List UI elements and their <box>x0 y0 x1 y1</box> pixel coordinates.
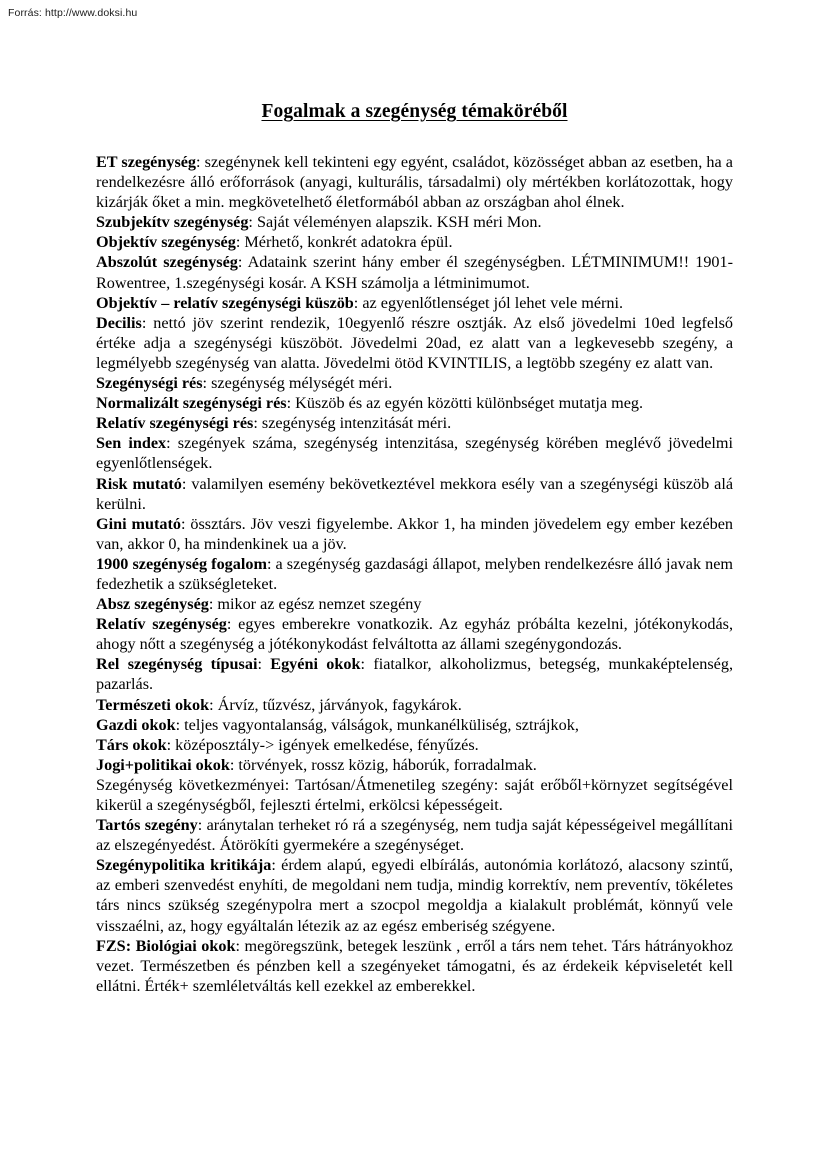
definition-entry <box>96 413 733 433</box>
definition-separator: : <box>141 313 154 332</box>
definition-separator: : <box>253 414 262 433</box>
definition-body: megöregszünk, betegek leszünk , erről a társ nem tehet. Társ hátrányokhoz vezet. Természetben és pénzben kell a szegényeket támogatni, és az érdekeik képviseletét kell ellátni. Érték+ szemléletváltás kell ezekkel az emberekkel. <box>96 936 733 995</box>
definition-list <box>96 152 733 996</box>
definition-term: Társ okok <box>96 735 167 754</box>
definition-term: Természeti okok <box>96 695 210 714</box>
definition-separator: : <box>175 715 185 734</box>
definition-separator: : <box>166 735 176 754</box>
definition-body: szegénység intenzitását méri. <box>261 414 452 433</box>
definition-body: az egyenlőtlenséget jól lehet vele mérni. <box>362 293 624 312</box>
definition-entry <box>96 775 733 815</box>
definition-entry <box>96 232 733 252</box>
definition-separator: : <box>180 514 191 533</box>
definition-term: Szubjekítv szegénység <box>96 213 249 232</box>
definition-body: össztárs. Jöv veszi figyelembe. Akkor 1, ha minden jövedelem egy ember kezében van, akkor 0, ha mindenkinek ua a jöv. <box>96 514 734 553</box>
definition-body: valamilyen esemény bekövetkeztével mekkora esély van a szegénységi küszöb alá kerülni. <box>96 474 734 513</box>
definition-body: a szegénység gazdasági állapot, melyben rendelkezésre álló javak nem fedezhetik a szükségleteket. <box>96 554 733 593</box>
definition-entry <box>96 855 733 935</box>
definition-body: törvények, rossz közig, háborúk, forradalmak. <box>238 755 537 774</box>
definition-separator: : <box>271 856 282 875</box>
definition-separator: : <box>196 153 205 171</box>
definition-term: Risk mutató <box>96 474 182 493</box>
definition-body: szegénység mélységét méri. <box>211 374 393 393</box>
definition-entry <box>96 474 733 514</box>
definition-separator: : <box>237 253 248 272</box>
definition-entry <box>96 936 733 996</box>
definition-body: Küszöb és az egyén közötti különbséget mutatja meg. <box>295 394 644 413</box>
definition-entry <box>96 594 733 614</box>
definition-entry <box>96 554 733 594</box>
definition-separator: : <box>235 936 245 955</box>
definition-separator: : <box>181 474 192 493</box>
definition-subseparator: : <box>360 655 374 674</box>
definition-term: Normalizált szegénységi rés <box>96 394 287 413</box>
definition-term: Gini mutató <box>96 514 181 533</box>
text-column <box>96 100 733 996</box>
definition-term: Szegénypolitika kritikája <box>96 856 272 875</box>
definition-entry <box>96 212 733 232</box>
definition-body: Adataink szerint hány ember él szegénységben. LÉTMINIMUM!! 1901-Rowentree, 1.szegénységi kosár. A KSH számolja a létminimumot. <box>96 253 733 292</box>
definition-separator: : <box>266 554 276 573</box>
definition-entry <box>96 433 733 473</box>
definition-entry <box>96 815 733 855</box>
definition-body: szegénynek kell tekinteni egy egyént, családot, közösséget abban az esetben, ha a rendelkezésre álló erőforrások (anyagi, kulturális, társadalmi) oly mértékben korlátozottak, hogy kizárják őket a min. megkövetelhető életformából abban az országban ahol élnek. <box>96 153 733 212</box>
definition-term: Gazdi okok <box>96 715 176 734</box>
definition-separator: : <box>229 755 239 774</box>
definition-separator: : <box>248 213 257 232</box>
definition-body: egyes emberekre vonatkozik. Az egyház próbálta kezelni, jótékonykodás, ahogy nőtt a szegénység a jótékonykodást felváltotta az állami szegénygondozás. <box>96 615 733 654</box>
definition-entry <box>96 755 733 775</box>
definition-entry <box>96 393 733 413</box>
definition-subterm: Egyéni okok <box>270 655 361 674</box>
definition-body: nettó jöv szerint rendezik, 10egyenlő részre osztják. Az első jövedelmi 10ed legfelső értéke adja a szegénységi küszöböt. Jövedelmi 20ad, ez alatt van a legkevesebb szegény, a legmélyebb szegénység van alatta. Jövedelmi ötöd KVINTILIS, a legtöbb szegény ez alatt van. <box>96 313 733 372</box>
definition-entry <box>96 313 733 373</box>
definition-term: 1900 szegénység fogalom <box>96 554 267 573</box>
definition-term: Objektív – relatív szegénységi küszöb <box>96 293 354 312</box>
page-title: Fogalmak a szegénység témaköréből <box>261 101 568 122</box>
definition-term: Szegénységi rés <box>96 374 203 393</box>
definition-body: mikor az egész nemzet szegény <box>217 595 422 614</box>
definition-body: Mérhető, konkrét adatokra épül. <box>244 233 453 252</box>
definition-term: FZS: Biológiai okok <box>96 936 236 955</box>
definition-separator: : <box>166 434 178 453</box>
definition-separator: : <box>353 293 363 312</box>
definition-body: érdem alapú, egyedi elbírálás, autonómia korlátozó, alacsony szintű, az emberi szenvedést enyhíti, de megoldani nem tudja, mindig korrektív, nem preventív, tökéletes társ nincs szükség szegénypolra mert a szocpol megoldja a kialakult problémát, könnyű vele visszaélni, az, hogy egyáltalán létezik az az egész emberiség szégyene. <box>96 856 733 935</box>
definition-entry <box>96 152 733 212</box>
definition-term: Relatív szegénység <box>96 615 227 634</box>
definition-entry <box>96 695 733 715</box>
definition-separator: : <box>226 615 239 634</box>
definition-term: Relatív szegénységi rés <box>96 414 254 433</box>
definition-entry <box>96 654 733 694</box>
definition-term: Objektív szegénység <box>96 233 236 252</box>
definition-entry <box>96 715 733 735</box>
definition-term: Rel szegénység típusai <box>96 655 258 674</box>
definition-body: Árvíz, tűzvész, járványok, fagykárok. <box>217 695 462 714</box>
definition-body: Szegénység következményei: Tartósan/Átmenetileg szegény: saját erőből+környzet segítségével kikerül a szegénységből, fejleszti értelmi, erkölcsi képességeit. <box>96 775 733 814</box>
definition-term: Decilis <box>96 313 142 332</box>
definition-term: ET szegénység <box>96 153 197 171</box>
definition-separator: : <box>286 394 296 413</box>
definition-body: fiatalkor, alkoholizmus, betegség, munkaképtelenség, pazarlás. <box>96 655 733 694</box>
definition-entry <box>96 514 733 554</box>
definition-entry <box>96 293 733 313</box>
definition-body: Saját véleményen alapszik. KSH méri Mon. <box>256 213 542 232</box>
definition-body: aránytalan terheket ró rá a szegénység, nem tudja saját képességeivel megállítani az elszegényedést. Átörökíti gyermekére a szegénységet. <box>96 816 733 855</box>
definition-separator: : <box>257 655 271 674</box>
definition-body: középosztály-> igények emelkedése, fényűzés. <box>175 735 479 754</box>
definition-separator: : <box>208 595 218 614</box>
definition-separator: : <box>235 233 245 252</box>
definition-separator: : <box>202 374 212 393</box>
definition-body: teljes vagyontalanság, válságok, munkanélküliség, sztrájkok, <box>184 715 579 734</box>
definition-term: Absz szegénység <box>96 595 209 614</box>
definition-entry <box>96 373 733 393</box>
definition-term: Abszolút szegénység <box>96 253 238 272</box>
definition-body: szegények száma, szegénység intenzitása, szegénység körében meglévő jövedelmi egyenlőtlenségek. <box>96 434 733 473</box>
definition-separator: : <box>197 816 207 835</box>
definition-separator: : <box>209 695 218 714</box>
definition-entry <box>96 252 733 292</box>
definition-term: Tartós szegény <box>96 816 198 835</box>
definition-entry <box>96 735 733 755</box>
source-banner: Forrás: http://www.doksi.hu <box>8 7 138 19</box>
definition-term: Jogi+politikai okok <box>96 755 230 774</box>
definition-entry <box>96 614 733 654</box>
definition-term: Sen index <box>96 434 167 453</box>
